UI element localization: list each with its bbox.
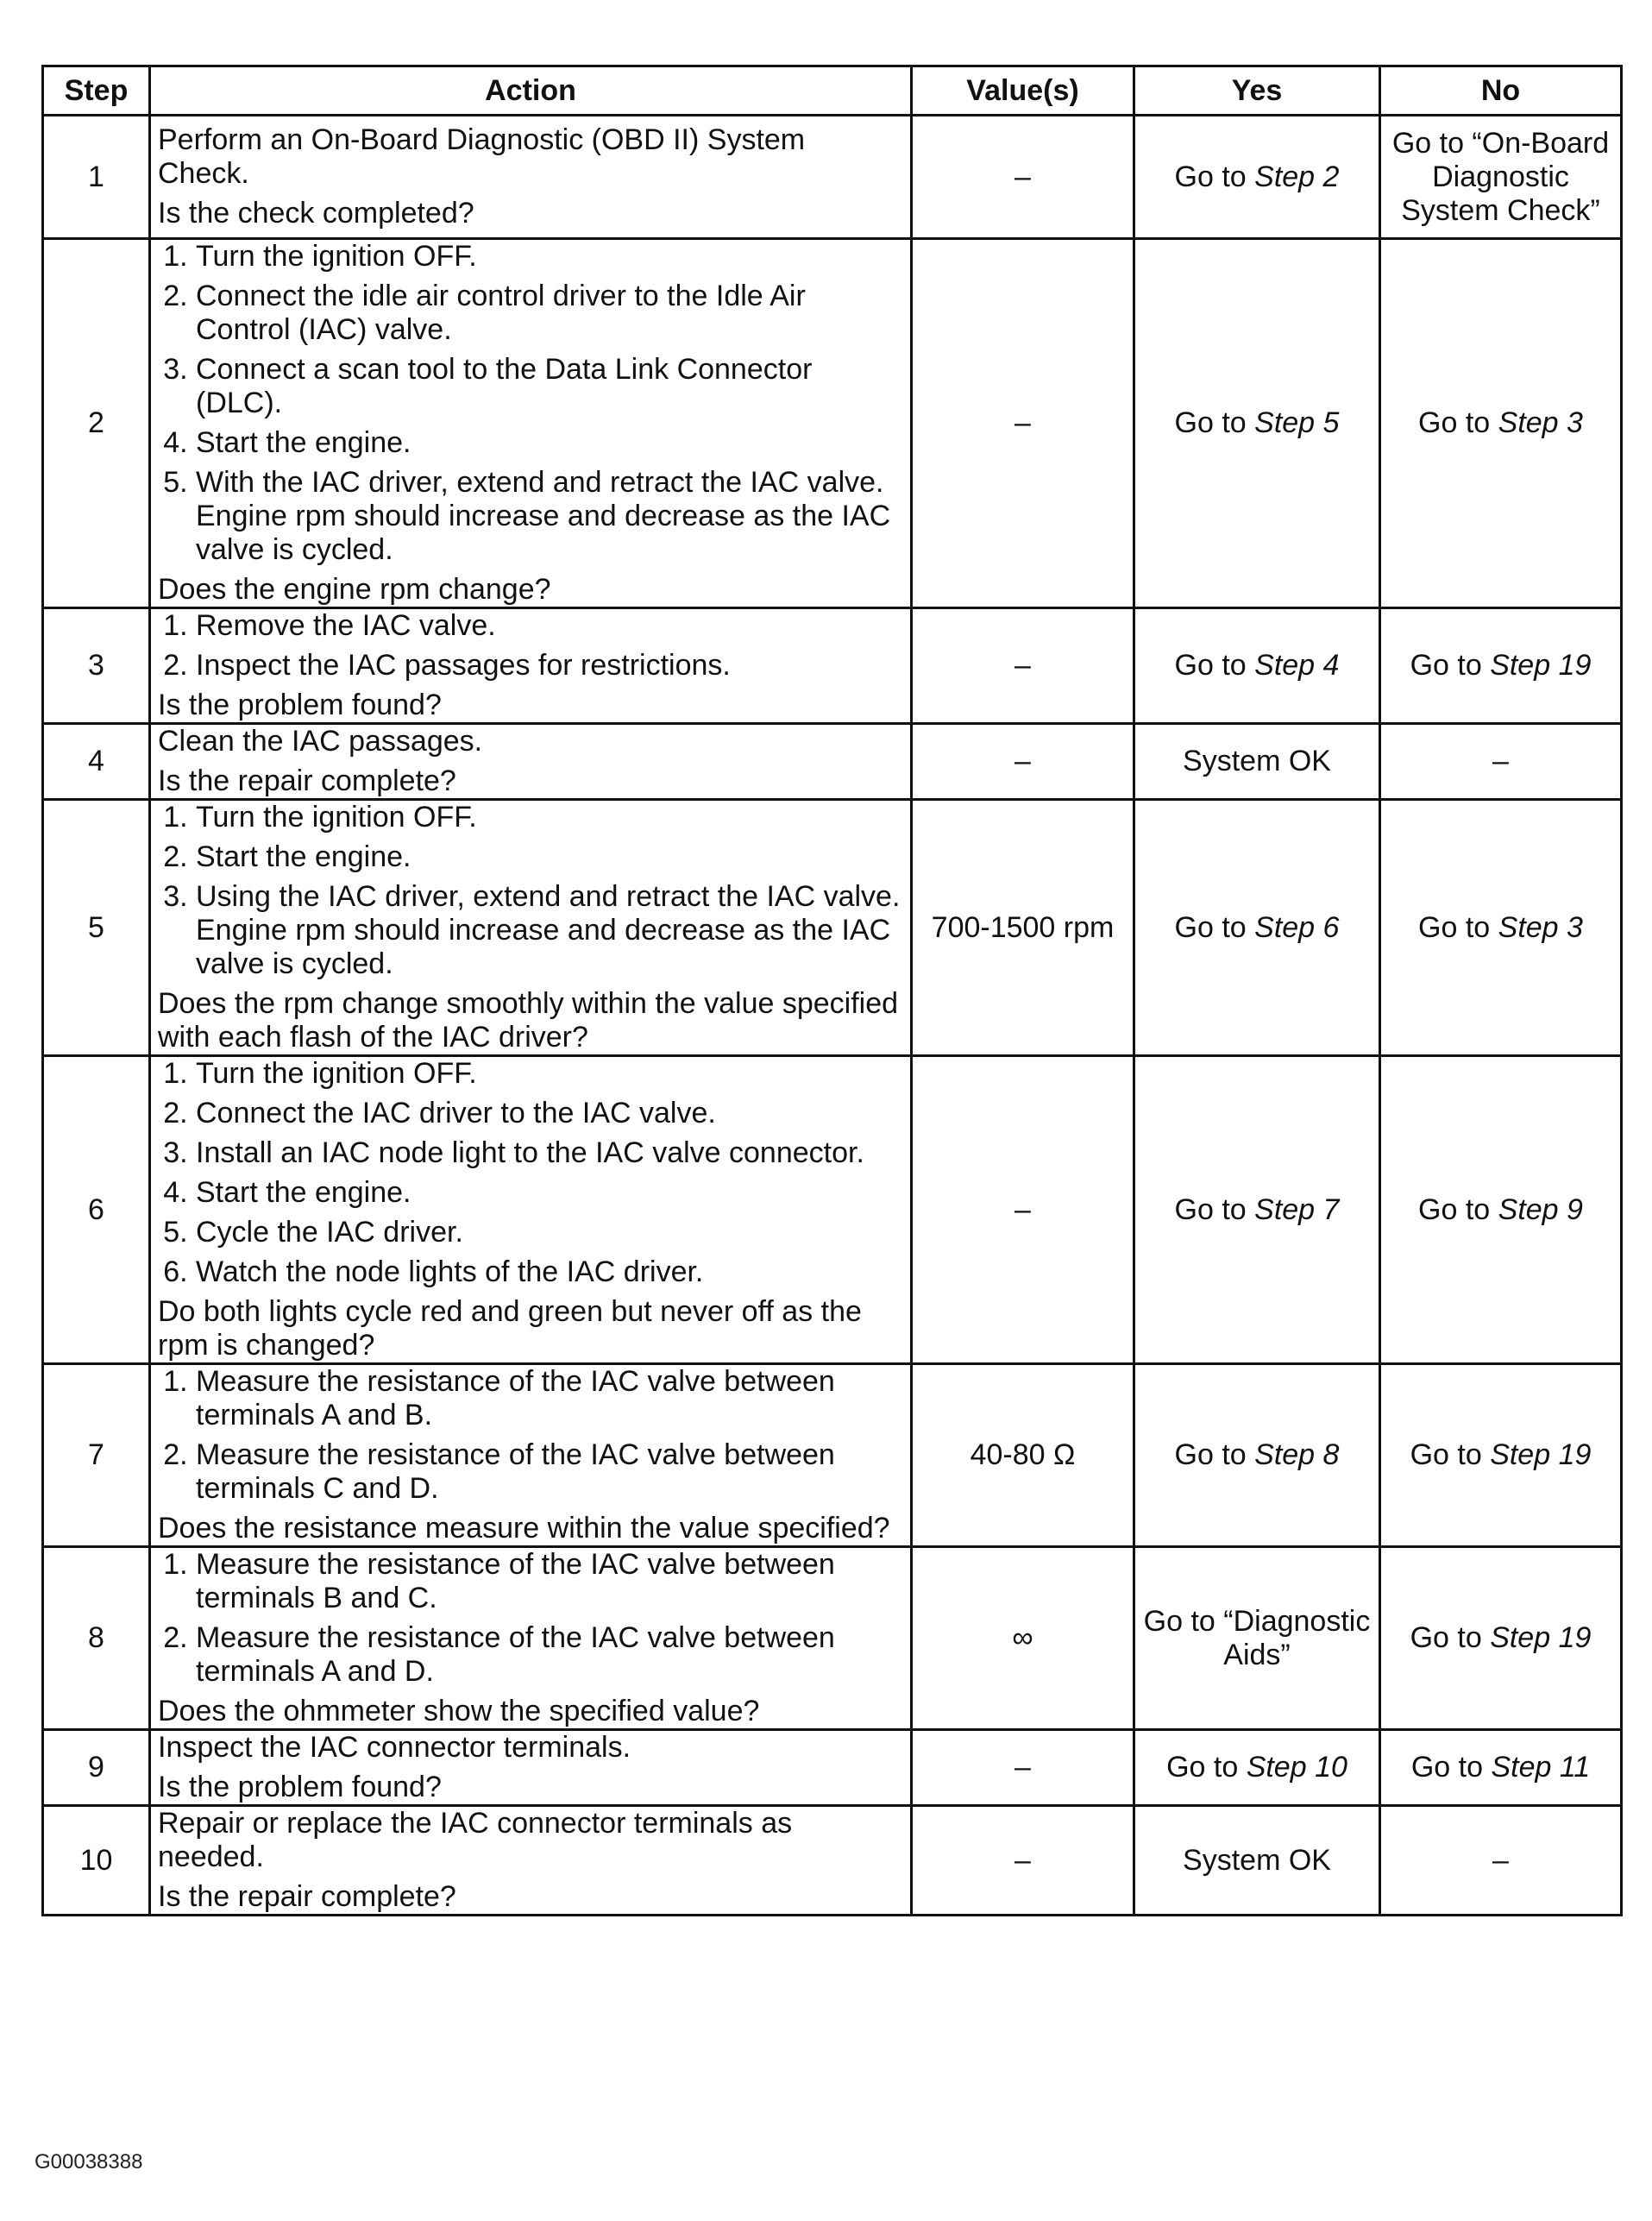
step-number: 3 [43, 608, 150, 724]
step-number: 1 [43, 116, 150, 239]
action-step-item: 4. Start the engine. [196, 426, 903, 460]
action-step-item: 1. Remove the IAC valve. [196, 609, 903, 643]
header-no: No [1380, 66, 1622, 116]
value-cell: – [912, 1056, 1134, 1364]
yes-cell [1134, 608, 1380, 724]
yes-cell [1134, 1806, 1380, 1916]
value-cell: – [912, 724, 1134, 800]
action-step-item: 1. Turn the ignition OFF. [196, 1057, 903, 1091]
action-steps-list [158, 240, 903, 567]
action-cell [150, 1364, 912, 1547]
action-cell [150, 1806, 912, 1916]
no-result-text: Go to [1418, 1192, 1498, 1226]
no-result-text: – [1492, 1843, 1509, 1877]
action-cell [150, 800, 912, 1056]
no-result-text: Go to [1410, 1621, 1491, 1654]
action-question: Is the problem found? [158, 689, 442, 721]
no-result-text: Go to “On-Board Diagnostic System Check” [1391, 126, 1610, 227]
header-action: Action [150, 66, 912, 116]
yes-cell [1134, 239, 1380, 608]
step-number: 8 [43, 1547, 150, 1730]
value-cell: – [912, 239, 1134, 608]
table-row [43, 724, 1622, 800]
yes-step-link: Step 7 [1254, 1192, 1340, 1226]
table-row [43, 116, 1622, 239]
action-cell [150, 1547, 912, 1730]
value-cell: ∞ [912, 1547, 1134, 1730]
no-cell [1380, 239, 1622, 608]
yes-cell [1134, 724, 1380, 800]
action-question: Does the engine rpm change? [158, 573, 551, 606]
action-step-item: 5. Cycle the IAC driver. [196, 1216, 903, 1249]
yes-result-text: Go to “Diagnostic Aids” [1143, 1604, 1371, 1671]
no-result-text: Go to [1418, 406, 1498, 439]
value-cell: – [912, 1806, 1134, 1916]
yes-cell [1134, 1056, 1380, 1364]
action-question: Is the repair complete? [158, 1880, 456, 1913]
action-steps-list [158, 1548, 903, 1689]
action-steps-list [158, 1365, 903, 1506]
value-cell: 40-80 Ω [912, 1364, 1134, 1547]
action-steps-list [158, 609, 903, 683]
action-cell [150, 608, 912, 724]
table-row [43, 1364, 1622, 1547]
no-result-text: Go to [1410, 1438, 1491, 1471]
no-step-link: Step 19 [1490, 1438, 1592, 1471]
step-number: 5 [43, 800, 150, 1056]
action-step-item: 4. Start the engine. [196, 1176, 903, 1210]
yes-result-text: Go to [1174, 649, 1255, 682]
no-step-link: Step 3 [1498, 910, 1583, 944]
yes-result-text: Go to [1174, 1192, 1255, 1226]
step-number: 4 [43, 724, 150, 800]
table-row [43, 1806, 1622, 1916]
action-step-item: 2. Inspect the IAC passages for restrictions. [196, 649, 903, 683]
action-intro: Repair or replace the IAC connector terminals as needed. [158, 1807, 793, 1873]
action-step-item: 1. Turn the ignition OFF. [196, 240, 903, 274]
action-step-item: 2. Measure the resistance of the IAC valve between terminals C and D. [196, 1438, 903, 1506]
value-cell: – [912, 1730, 1134, 1806]
diagnostic-table [41, 65, 1623, 1916]
action-intro: Clean the IAC passages. [158, 725, 483, 758]
action-cell [150, 724, 912, 800]
no-result-text: – [1492, 745, 1509, 777]
no-step-link: Step 11 [1491, 1751, 1591, 1784]
no-cell [1380, 1547, 1622, 1730]
action-question: Does the ohmmeter show the specified value? [158, 1695, 760, 1727]
action-cell [150, 1056, 912, 1364]
no-cell [1380, 1364, 1622, 1547]
action-step-item: 3. Using the IAC driver, extend and retract the IAC valve. Engine rpm should increase and decrease as the IAC valve is cycled. [196, 880, 903, 981]
no-result-text: Go to [1410, 649, 1491, 682]
action-cell [150, 116, 912, 239]
yes-step-link: Step 8 [1254, 1438, 1340, 1471]
yes-step-link: Step 10 [1246, 1751, 1347, 1784]
no-cell [1380, 608, 1622, 724]
step-number: 6 [43, 1056, 150, 1364]
action-step-item: 3. Install an IAC node light to the IAC valve connector. [196, 1136, 903, 1170]
no-step-link: Step 3 [1498, 406, 1583, 439]
no-cell [1380, 1730, 1622, 1806]
action-question: Do both lights cycle red and green but never off as the rpm is changed? [158, 1295, 862, 1362]
no-result-text: Go to [1418, 910, 1498, 944]
table-body [43, 116, 1622, 1916]
action-intro: Perform an On-Board Diagnostic (OBD II) System Check. [158, 123, 806, 190]
step-number: 9 [43, 1730, 150, 1806]
figure-id: G00038388 [35, 2150, 143, 2174]
yes-step-link: Step 5 [1254, 406, 1340, 439]
no-step-link: Step 9 [1498, 1192, 1583, 1226]
yes-result-text: System OK [1183, 745, 1331, 777]
value-cell: – [912, 116, 1134, 239]
yes-cell [1134, 1730, 1380, 1806]
value-cell: – [912, 608, 1134, 724]
value-cell: 700-1500 rpm [912, 800, 1134, 1056]
action-intro: Inspect the IAC connector terminals. [158, 1731, 631, 1764]
table-row [43, 239, 1622, 608]
action-step-item: 2. Connect the idle air control driver to the Idle Air Control (IAC) valve. [196, 280, 903, 347]
action-question: Does the rpm change smoothly within the value specified with each flash of the IAC driver? [158, 987, 899, 1054]
yes-result-text: Go to [1174, 406, 1255, 439]
no-cell [1380, 1806, 1622, 1916]
action-step-item: 2. Start the engine. [196, 840, 903, 874]
action-step-item: 5. With the IAC driver, extend and retract the IAC valve. Engine rpm should increase and decrease as the IAC valve is cycled. [196, 466, 903, 567]
no-step-link: Step 19 [1490, 1621, 1592, 1654]
yes-cell [1134, 1364, 1380, 1547]
action-question: Is the problem found? [158, 1771, 442, 1803]
action-question: Is the repair complete? [158, 764, 456, 797]
table-row [43, 1547, 1622, 1730]
action-steps-list [158, 1057, 903, 1289]
table-row [43, 608, 1622, 724]
yes-result-text: Go to [1166, 1751, 1247, 1784]
yes-result-text: Go to [1174, 1438, 1255, 1471]
action-step-item: 1. Measure the resistance of the IAC valve between terminals A and B. [196, 1365, 903, 1432]
action-cell [150, 239, 912, 608]
action-step-item: 1. Measure the resistance of the IAC valve between terminals B and C. [196, 1548, 903, 1615]
step-number: 10 [43, 1806, 150, 1916]
action-step-item: 3. Connect a scan tool to the Data Link Connector (DLC). [196, 353, 903, 420]
no-step-link: Step 19 [1490, 649, 1592, 682]
yes-result-text: Go to [1174, 160, 1255, 193]
action-step-item: 1. Turn the ignition OFF. [196, 801, 903, 834]
no-cell [1380, 116, 1622, 239]
action-cell [150, 1730, 912, 1806]
no-result-text: Go to [1410, 1751, 1492, 1784]
header-step: Step [43, 66, 150, 116]
action-question: Is the check completed? [158, 197, 474, 230]
yes-step-link: Step 2 [1254, 160, 1340, 193]
header-values: Value(s) [912, 66, 1134, 116]
yes-cell [1134, 800, 1380, 1056]
yes-step-link: Step 4 [1254, 649, 1340, 682]
table-row [43, 1730, 1622, 1806]
yes-result-text: System OK [1183, 1843, 1331, 1877]
yes-cell [1134, 1547, 1380, 1730]
step-number: 2 [43, 239, 150, 608]
no-cell [1380, 1056, 1622, 1364]
header-yes: Yes [1134, 66, 1380, 116]
table-row [43, 1056, 1622, 1364]
table-header-row [43, 66, 1622, 116]
no-cell [1380, 800, 1622, 1056]
action-step-item: 2. Connect the IAC driver to the IAC valve. [196, 1097, 903, 1130]
action-step-item: 2. Measure the resistance of the IAC valve between terminals A and D. [196, 1621, 903, 1689]
no-cell [1380, 724, 1622, 800]
table-row [43, 800, 1622, 1056]
action-step-item: 6. Watch the node lights of the IAC driver. [196, 1255, 903, 1289]
yes-cell [1134, 116, 1380, 239]
yes-result-text: Go to [1174, 910, 1255, 944]
yes-step-link: Step 6 [1254, 910, 1340, 944]
action-steps-list [158, 801, 903, 981]
step-number: 7 [43, 1364, 150, 1547]
action-question: Does the resistance measure within the value specified? [158, 1512, 890, 1545]
